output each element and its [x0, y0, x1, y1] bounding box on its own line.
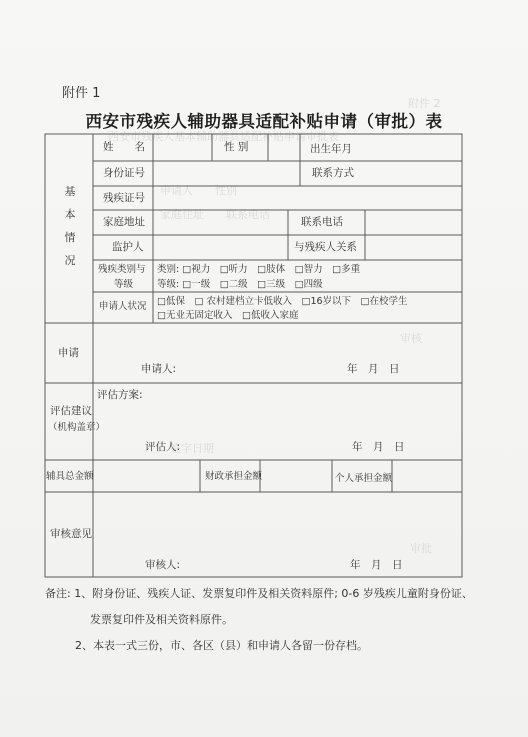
reviewer-signature-label: 审核人: [145, 559, 181, 571]
section-apply-label: 申请 [58, 347, 79, 359]
field-guardian-label: 监护人 [112, 241, 144, 253]
bleed-through-text: 西安市残疾人基本辅助器具适配补贴申请审批表 [108, 130, 339, 143]
review-date: 年 月 日 [350, 559, 403, 571]
field-relation-label: 与残疾人关系 [294, 241, 357, 253]
bleed-through-text: 签字日期 [170, 442, 214, 455]
applicant-status-options-1[interactable]: □低保 □ 农村建档立卡低收入 □16岁以下 □在校学生 [157, 296, 408, 307]
notes-line-1: 备注: 1、附身份证、残疾人证、发票复印件及相关资料原件; 0-6 岁残疾儿童附身份证、 [45, 587, 473, 600]
field-address-label: 家庭地址 [103, 216, 145, 228]
bleed-through-text: 家庭住址 联系电话 [160, 208, 270, 221]
form-title: 西安市残疾人辅助器具适配补贴申请（审批）表 [85, 112, 443, 131]
disability-category-options[interactable]: 类别: □视力 □听力 □肢体 □智力 □多重 [157, 264, 361, 275]
field-disability-card-label: 残疾证号 [103, 192, 145, 204]
field-disability-grade-label: 等级 [114, 279, 134, 290]
device-total-label: 辅具总金额 [46, 471, 94, 482]
apply-date: 年 月 日 [347, 363, 400, 375]
section-basic-char: 本 [64, 208, 76, 221]
section-review-label: 审核意见 [50, 528, 92, 540]
gov-amount-label: 财政承担金额 [205, 471, 263, 482]
section-eval-org-label: （机构盖章） [48, 422, 106, 433]
bleed-through-text: 审核 [400, 332, 422, 345]
field-birth-label: 出生年月 [310, 143, 352, 155]
notes-line-2: 发票复印件及相关资料原件。 [90, 613, 233, 626]
eval-plan-label: 评估方案: [97, 389, 143, 401]
attachment-label: 附件 1 [62, 86, 101, 101]
field-id-card-label: 身份证号 [103, 167, 145, 179]
section-basic-char: 情 [64, 231, 76, 244]
section-eval-label: 评估建议 [50, 405, 92, 417]
applicant-status-label: 申请人状况 [99, 301, 147, 312]
notes-line-3: 2、本表一式三份，市、各区（县）和申请人各留一份存档。 [75, 639, 368, 652]
bleed-through-text: 审批 [410, 542, 432, 555]
evaluator-signature-label: 评估人: [145, 441, 181, 453]
section-basic-char: 况 [64, 254, 76, 267]
eval-date: 年 月 日 [352, 441, 405, 453]
field-contact-phone-label: 联系电话 [301, 216, 343, 228]
bleed-through-text: 申请人 性别 [160, 184, 237, 197]
field-disability-type-label: 残疾类别与 [98, 264, 146, 275]
personal-amount-label: 个人承担金额 [335, 473, 393, 484]
section-basic-char: 基 [64, 185, 76, 198]
section-basic-label [63, 180, 77, 272]
bleed-through-text: 附件 2 [408, 97, 441, 110]
field-gender-label: 性 别 [224, 141, 249, 153]
field-contact-method-label: 联系方式 [312, 167, 354, 179]
applicant-status-options-2[interactable]: □无业无固定收入 □低收入家庭 [157, 310, 299, 321]
disability-grade-options[interactable]: 等级: □一级 □二级 □三级 □四级 [157, 279, 323, 290]
field-name-label: 姓 名 [103, 141, 145, 153]
applicant-signature-label: 申请人: [141, 363, 177, 375]
